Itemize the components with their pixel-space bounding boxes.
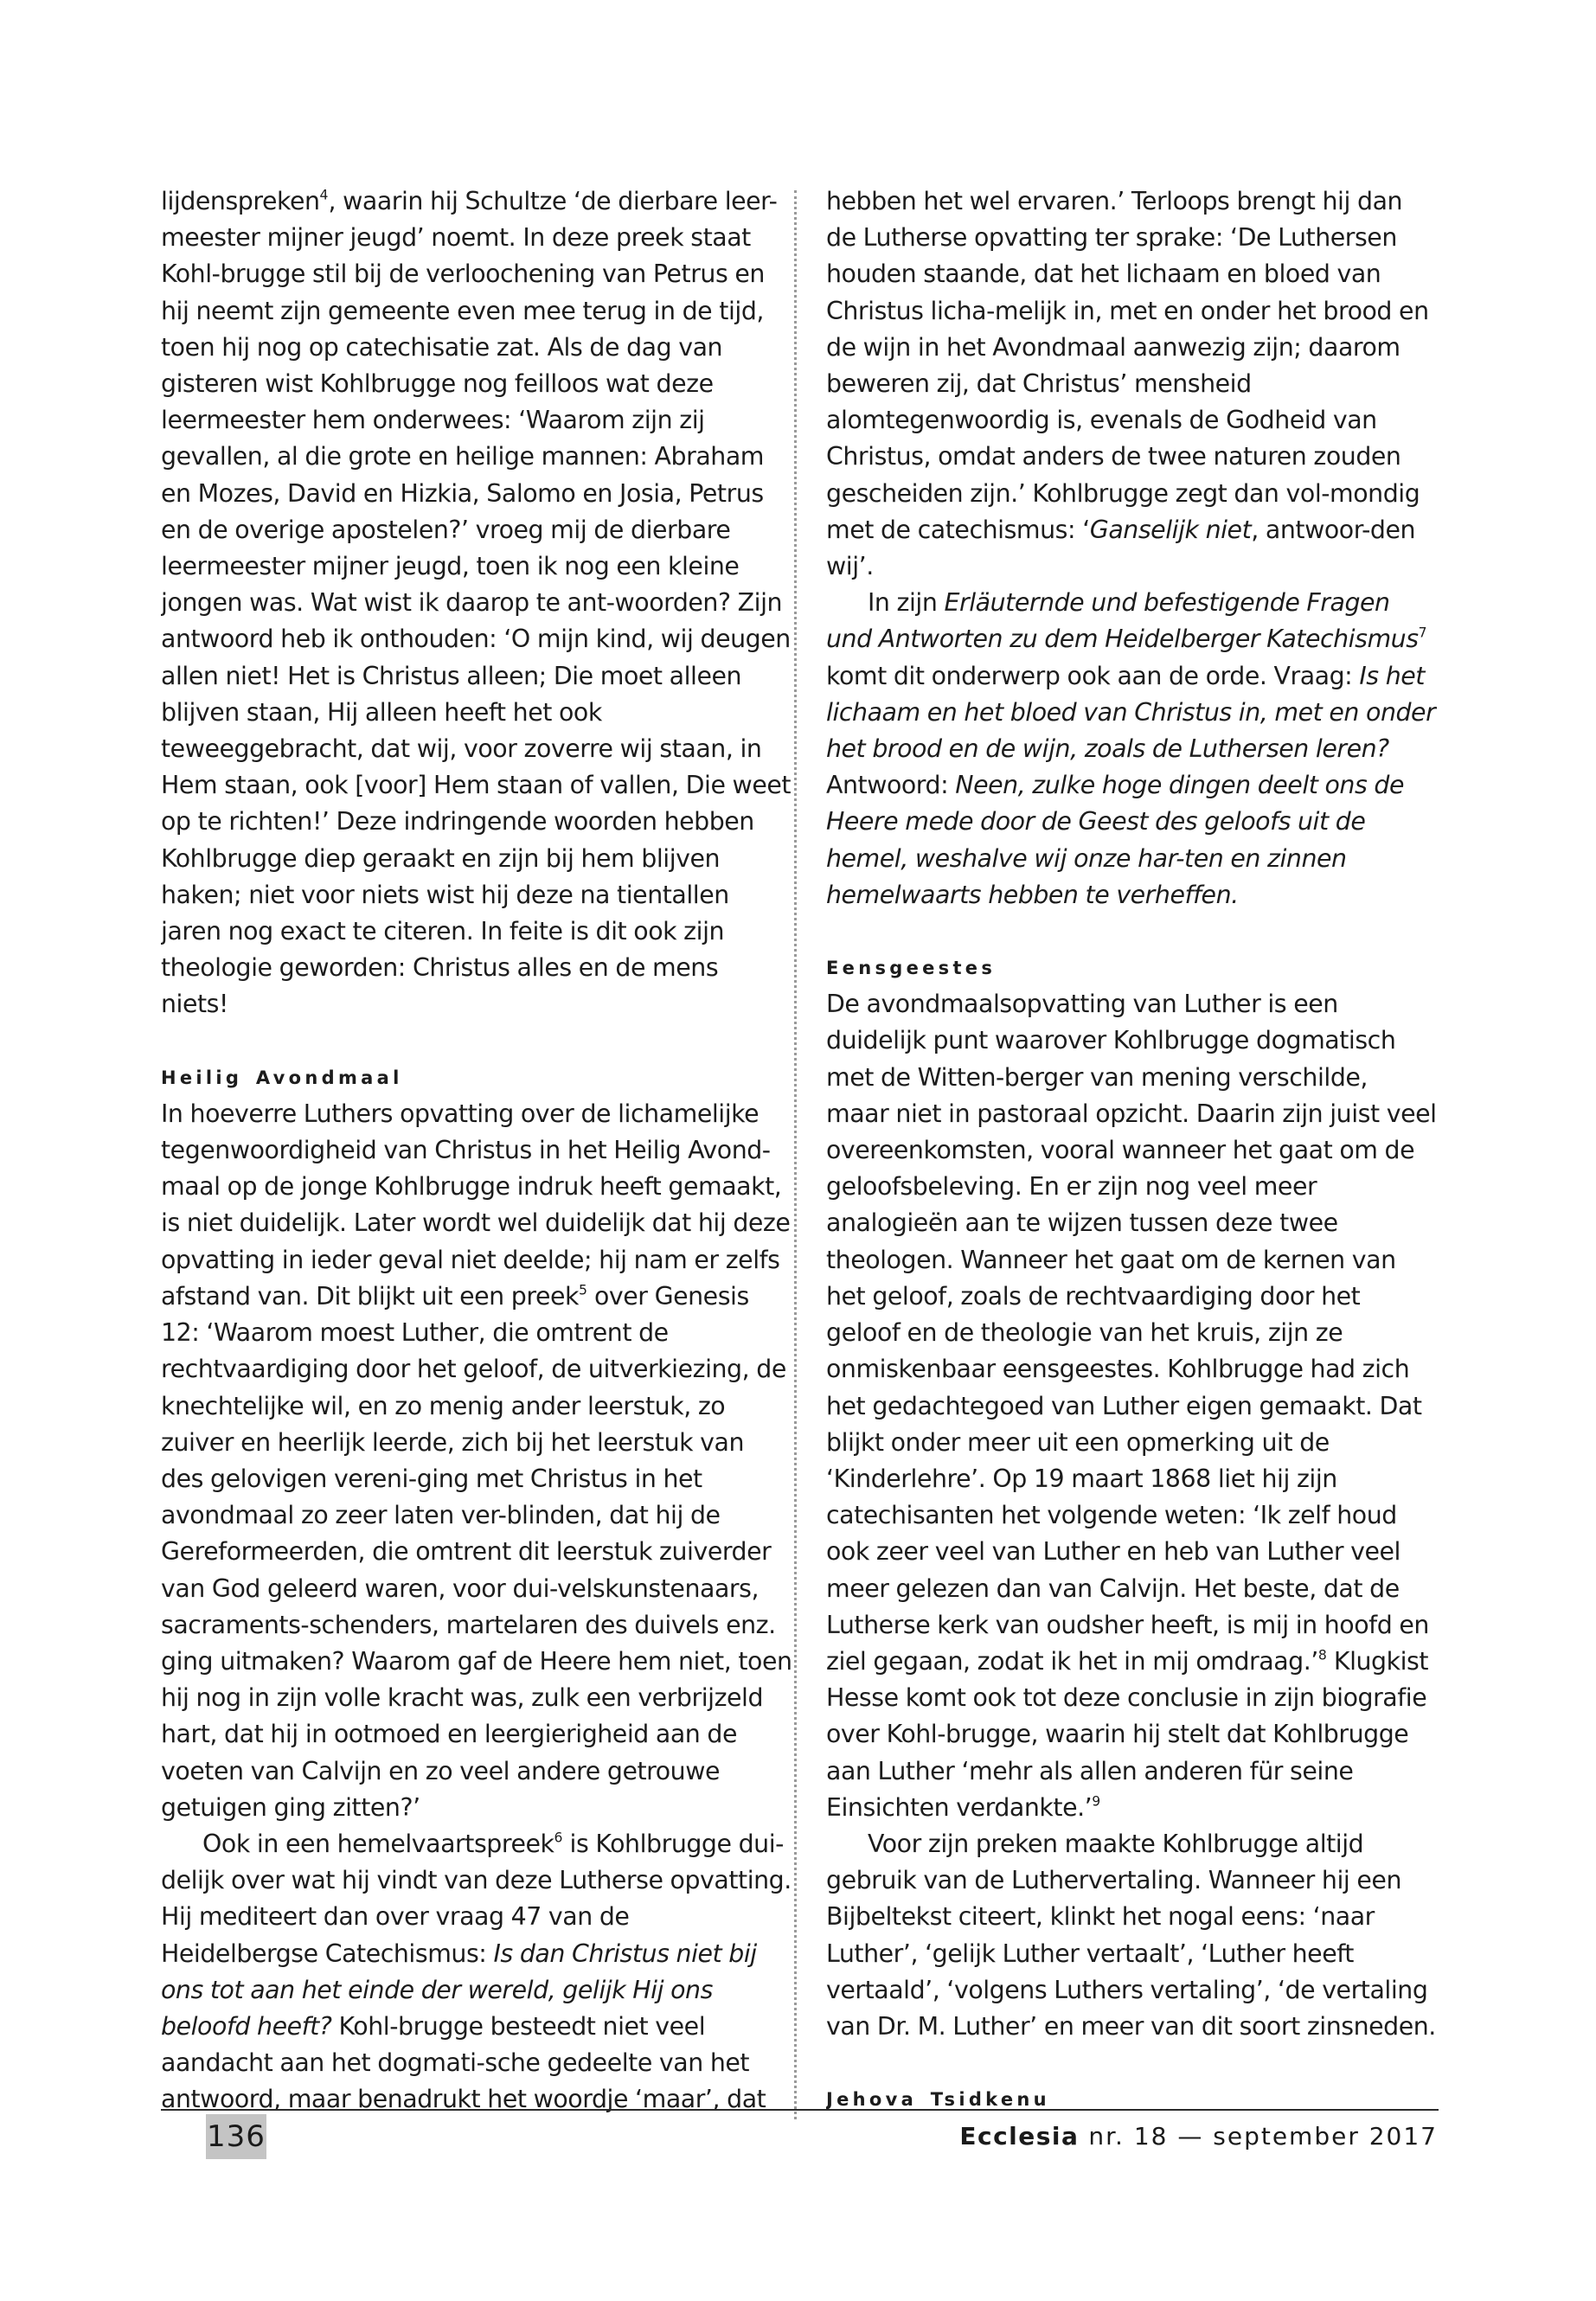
paragraph: Voor zijn preken maakte Kohlbrugge altijd gebruik van de Luthervertaling. Wanneer hij een Bijbeltekst citeert, klinkt het nogal eens: ‘naar Luther’, ‘gelijk Luther vertaalt’, ‘Luther heeft vertaald’, ‘volgens Luthers vertaling’, ‘de vertaling van Dr. M. Luther’ en meer van dit soort zinsneden. [826, 1829, 1436, 2041]
paragraph: De avondmaalsopvatting van Luther is een duidelijk punt waarover Kohlbrugge dogmatisch met de Witten-berger van mening verschilde, maar niet in pastoraal opzicht. Daarin zijn juist veel overeenkomsten, vooral wanneer het gaat om de geloofsbeleving. En er zijn nog veel meer analogieën aan te wijzen tussen deze twee theologen. Wanneer het gaat om de kernen van het geloof, zoals de rechtvaardiging door het geloof en de theologie van het kruis, zijn ze onmiskenbaar eensgeestes. Kohlbrugge had zich het gedachtegoed van Luther eigen gemaakt. Dat blijkt onder meer uit een opmerking uit de ‘Kinderlehre’. Op 19 maart 1868 liet hij zijn catechisanten het volgende weten: ‘Ik zelf houd ook zeer veel van Luther en heb van Luther veel meer gelezen dan van Calvijn. Het beste, dat de Lutherse kerk van oudsher heeft, is mij in hoofd en ziel gegaan, zodat ik het in mij omdraag.’$^8$ Klugkist Hesse komt ook tot deze conclusie in zijn biografie over Kohl-brugge, waarin hij stelt dat Kohlbrugge aan Luther ‘mehr als allen anderen für seine Einsichten verdankte.’$^9$ [826, 990, 1437, 1822]
footer-rule [161, 2109, 1439, 2111]
paragraph: Ook in een hemelvaartspreek$^6$ is Kohlbrugge dui-delijk over wat hij vindt van deze Lutherse opvatting. Hij mediteert dan over vraag 47 van de Heidelbergse Catechismus: Is dan Christus niet bij ons tot aan het einde der wereld, gelijk Hij ons beloofd heeft? Kohl-brugge besteedt niet veel aandacht aan het dogmati-sche gedeelte van het antwoord, maar benadrukt het woordje ‘maar’, dat [161, 1829, 792, 2114]
column-divider [794, 190, 797, 2119]
footnote-ref[interactable]: 9 [1092, 1793, 1101, 1810]
footnote-ref[interactable]: 5 [578, 1282, 587, 1298]
issue-info: nr. 18 — september 2017 [1088, 2122, 1438, 2150]
footnote-ref[interactable]: 7 [1418, 625, 1427, 641]
section-heading: Eensgeestes [826, 958, 997, 979]
paragraph: hebben het wel ervaren.’ Terloops brengt hij dan de Lutherse opvatting ter sprake: ‘De Luthersen houden staande, dat het lichaam en bloed van Christus licha-melijk in, met en onder het brood en de wijn in het Avondmaal aanwezig zijn; daarom beweren zij, dat Christus’ mensheid alomtegenwoordig is, evenals de Godheid van Christus, omdat anders de twee naturen zouden gescheiden zijn.’ Kohlbrugge zegt dan vol-mondig met de catechismus: ‘Ganselijk niet, antwoor-den wij’. [826, 187, 1429, 581]
journal-issue-line [959, 2117, 1438, 2157]
paragraph: In hoeverre Luthers opvatting over de lichamelijke tegenwoordigheid van Christus in het Heilig Avond-maal op de jonge Kohlbrugge indruk heeft gemaakt, is niet duidelijk. Later wordt wel duidelijk dat hij deze opvatting in ieder geval niet deelde; hij nam er zelfs afstand van. Dit blijkt uit een preek$^5$ over Genesis 12: ‘Waarom moest Luther, die omtrent de rechtvaardiging door het geloof, de uitverkiezing, de knechtelijke wil, en zo menig ander leerstuk, zo zuiver en heerlijk leerde, zich bij het leerstuk van des gelovigen vereni-ging met Christus in het avondmaal zo zeer laten ver-blinden, dat hij de Gereformeerden, die omtrent dit leerstuk zuiverder van God geleerd waren, voor dui-velskunstenaars, sacraments-schenders, martelaren des duivels enz. ging uitmaken? Waarom gaf de Heere hem niet, toen hij nog in zijn volle kracht was, zulk een verbrijzeld hart, dat hij in ootmoed en leergierigheid aan de voeten van Calvijn en zo veel andere getrouwe getuigen ging zitten?’ [161, 1099, 792, 1822]
section-heading: Heilig Avondmaal [161, 1067, 403, 1088]
footnote-ref[interactable]: 6 [554, 1830, 563, 1846]
journal-name: Ecclesia [959, 2122, 1080, 2150]
footnote-ref[interactable]: 8 [1317, 1647, 1327, 1663]
footnote-ref[interactable]: 4 [319, 187, 329, 203]
paragraph: In zijn Erläuternde und befestigende Fragen und Antworten zu dem Heidelberger Katechismus$^7$ komt dit onderwerp ook aan de orde. Vraag: Is het lichaam en het bloed van Christus in, met en onder het brood en de wijn, zoals de Luthersen leren? Antwoord: Neen, zulke hoge dingen deelt ons de Heere mede door de Geest des geloofs uit de hemel, weshalve wij onze har-ten en zinnen hemelwaarts hebben te verheffen. [826, 588, 1436, 909]
page-number: 136 [206, 2114, 266, 2159]
section-heading: Jehova Tsidkenu [826, 2089, 1050, 2111]
left-column [161, 183, 792, 2121]
paragraph: lijdenspreken$^4$, waarin hij Schultze ‘de dierbare leer-meester mijner jeugd’ noemt. In deze preek staat Kohl-brugge stil bij de verloochening van Petrus en hij neemt zijn gemeente even mee terug in de tijd, toen hij nog op catechisatie zat. Als de dag van gisteren wist Kohlbrugge nog feilloos wat deze leermeester hem onderwees: ‘Waarom zijn zij gevallen, al die grote en heilige mannen: Abraham en Mozes, David en Hizkia, Salomo en Josia, Petrus en de overige apostelen?’ vroeg mij de dierbare leermeester mijner jeugd, toen ik nog een kleine jongen was. Wat wist ik daarop te ant-woorden? Zijn antwoord heb ik onthouden: ‘O mijn kind, wij deugen allen niet! Het is Christus alleen; Die moet alleen blijven staan, Hij alleen heeft het ook teweeggebracht, dat wij, voor zoverre wij staan, in Hem staan, ook [voor] Hem staan of vallen, Die weet op te richten!’ Deze indringende woorden hebben Kohlbrugge diep geraakt en zijn bij hem blijven haken; niet voor niets wist hij deze na tientallen jaren nog exact te citeren. In feite is dit ook zijn theologie geworden: Christus alles en de mens niets! [161, 187, 792, 1019]
right-column [826, 183, 1437, 2121]
